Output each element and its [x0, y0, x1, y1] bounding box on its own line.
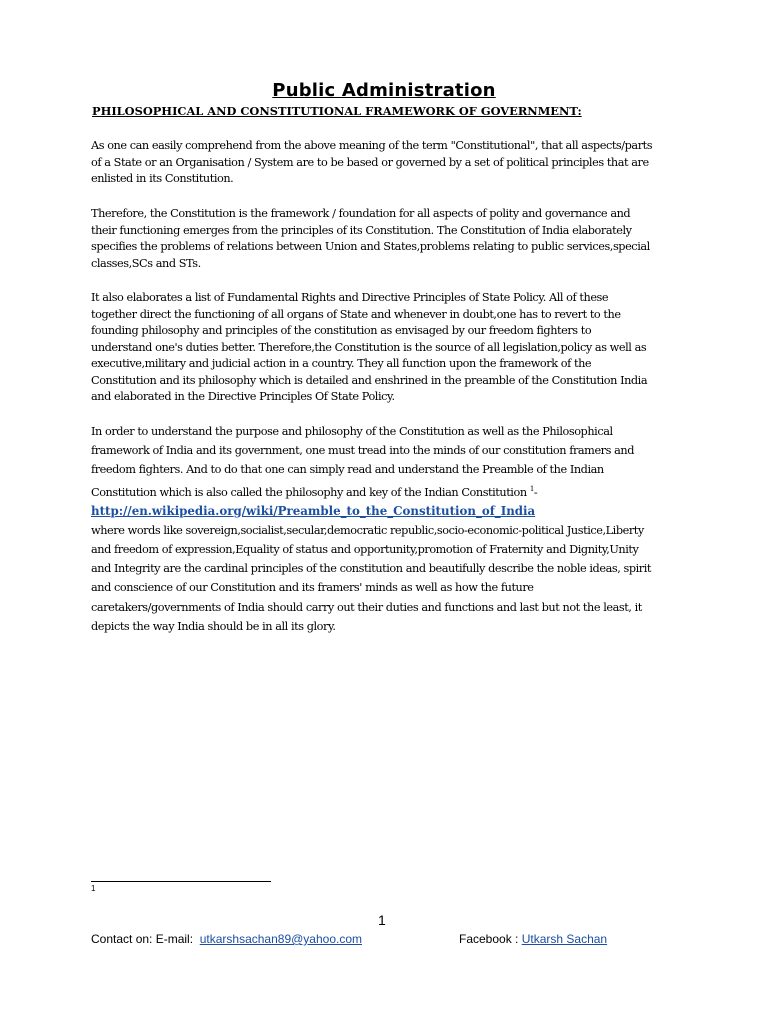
text-line: freedom fighters. And to do that one can simply read and understand the Preamble of the Indian [91, 463, 604, 477]
text-line: and elaborated in the Directive Principles Of State Policy. [91, 390, 395, 403]
paragraph-4 [91, 422, 691, 636]
text-line: Therefore, the Constitution is the framework / foundation for all aspects of polity and governance and [91, 207, 631, 220]
section-heading: PHILOSOPHICAL AND CONSTITUTIONAL FRAMEWORK OF GOVERNMENT: [92, 104, 582, 118]
text-line: caretakers/governments of India should carry out their duties and functions and last but not the least, it [91, 600, 642, 614]
paragraph-2 [91, 206, 691, 272]
text-line: depicts the way India should be in all its glory. [91, 619, 336, 633]
text-line: classes,SCs and STs. [91, 256, 201, 270]
page-number: 1 [378, 912, 386, 928]
footer-facebook [459, 932, 607, 946]
facebook-label: Facebook : [459, 932, 519, 946]
text-line: enlisted in its Constitution. [91, 172, 234, 185]
preamble-wikipedia-link[interactable]: http://en.wikipedia.org/wiki/Preamble_to_the_Constitution_of_India [91, 503, 536, 518]
text-line: together direct the functioning of all organs of State and whenever in doubt,one has to revert to the [91, 307, 621, 321]
facebook-link[interactable]: Utkarsh Sachan [521, 932, 608, 946]
page-title: Public Administration [272, 80, 496, 101]
dash-text: - [533, 485, 538, 499]
text-line: founding philosophy and principles of the constitution as envisaged by our freedom fighters to [91, 324, 592, 337]
email-link[interactable]: utkarshsachan89@yahoo.com [199, 932, 362, 946]
text-line: understand one's duties better. Therefore,the Constitution is the source of all legislation,policy as well as [91, 340, 647, 354]
text-line: and Integrity are the cardinal principles of the constitution and beautifully describe the noble ideas, spirit [91, 562, 651, 576]
footnote-separator [91, 881, 271, 882]
text-line: their functioning emerges from the principles of its Constitution. The Constitution of India elaborately [91, 223, 632, 237]
text-line: and conscience of our Constitution and its framers' minds as well as how the future [91, 581, 534, 595]
footnote-number: 1 [91, 884, 96, 893]
footer-contact [91, 932, 362, 946]
text-line: specifies the problems of relations between Union and States,problems relating to public services,special [91, 240, 650, 253]
footnote-reference[interactable]: 1 [529, 484, 534, 493]
text-line: framework of India and its government, one must tread into the minds of our constitution framers and [91, 444, 635, 458]
text-line: and freedom of expression,Equality of status and opportunity,promotion of Fraternity and Dignity,Unity [91, 542, 639, 556]
text-line: Constitution and its philosophy which is detailed and enshrined in the preamble of the Constitution India [91, 373, 648, 387]
text-line-with-footnote [91, 480, 691, 502]
paragraph-3 [91, 290, 691, 406]
text-line: As one can easily comprehend from the above meaning of the term "Constitutional", that all aspects/parts [91, 139, 653, 152]
contact-label: Contact on: E-mail: [91, 932, 194, 946]
text-line: of a State or an Organisation / System are to be based or governed by a set of political principles that are [91, 155, 649, 169]
paragraph-1 [91, 138, 691, 188]
text-line: executive,military and judicial action in a country. They all function upon the framework of the [91, 357, 592, 370]
text-line: It also elaborates a list of Fundamental Rights and Directive Principles of State Policy. All of these [91, 291, 609, 304]
text-line: In order to understand the purpose and philosophy of the Constitution as well as the Philosophical [91, 425, 613, 438]
text-line: where words like sovereign,socialist,secular,democratic republic,socio-economic-political Justice,Liberty [91, 523, 644, 537]
text-segment: Constitution which is also called the philosophy and key of the Indian Constitution [91, 485, 527, 499]
